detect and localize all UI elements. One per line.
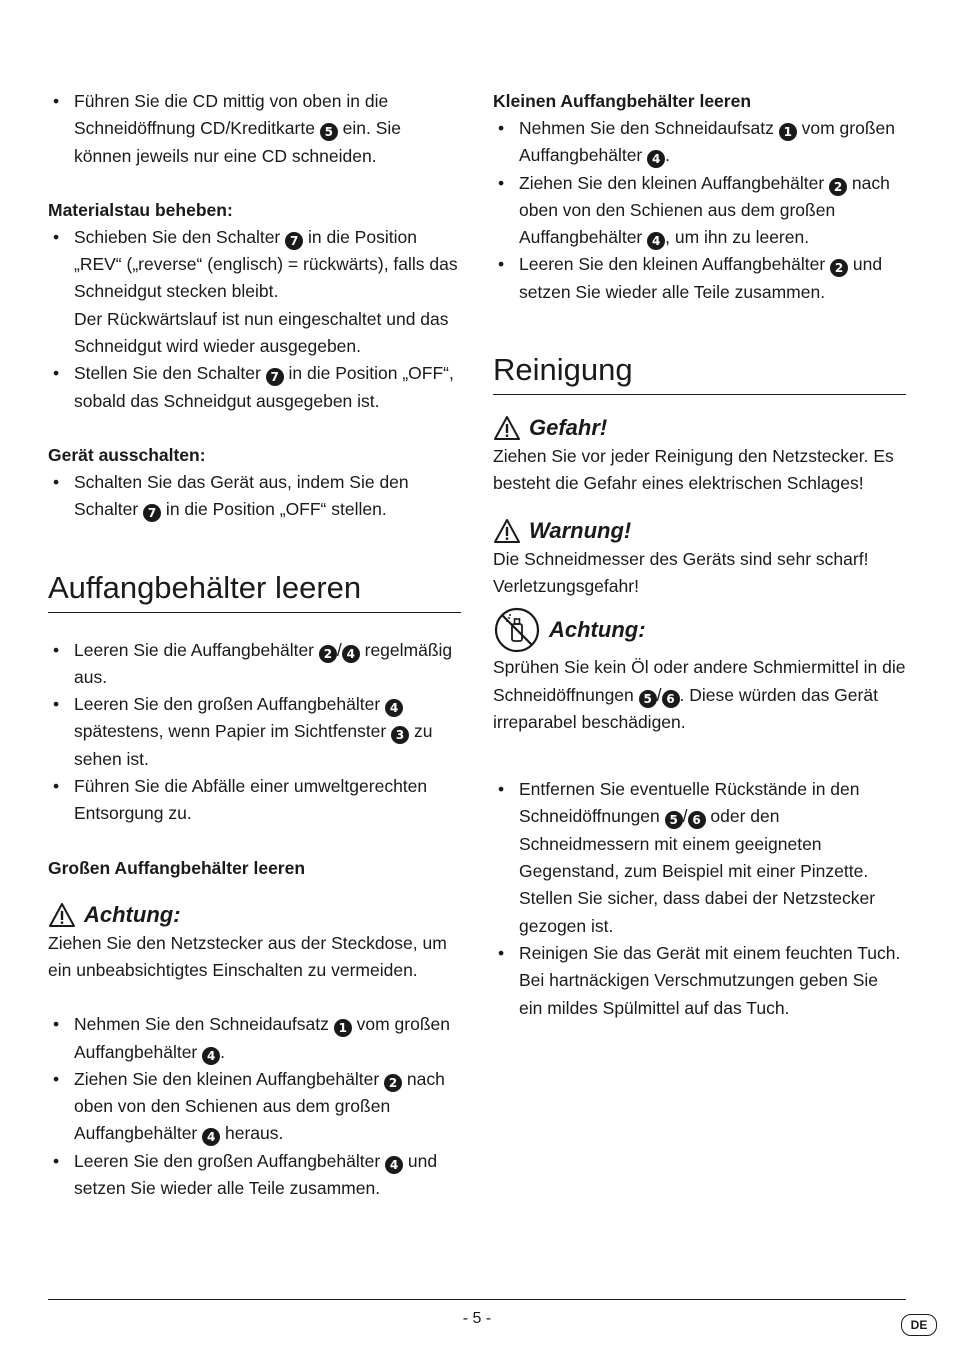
text-segment: / (656, 684, 662, 705)
text-segment: Schieben Sie den Schalter (74, 226, 286, 247)
text-segment: heraus. (220, 1123, 284, 1144)
warning-text: Ziehen Sie den Netzstecker aus der Steckdose, um ein unbeabsichtigtes Einschalten zu vermeiden. (48, 932, 447, 980)
text-segment: in die Position „REV“ („reverse“ (englisch) = rückwärts), falls das Schneidgut stecken bleibt. (74, 226, 458, 302)
text-segment: ein. Sie können jeweils nur eine CD schneiden. (74, 118, 402, 166)
part-number-badge: 7 (285, 232, 303, 250)
gefahr-text: Ziehen Sie vor jeder Reinigung den Netzstecker. Es besteht die Gefahr eines elektrischen Schlages! (493, 446, 894, 494)
part-number-badge: 4 (647, 232, 665, 250)
part-number-badge: 4 (202, 1047, 220, 1065)
text-segment: Führen Sie die CD mittig von oben in die Schneidöffnung CD/Kreditkarte (74, 91, 389, 139)
part-number-badge: 5 (665, 811, 683, 829)
list-item (48, 637, 461, 692)
grossen-bullets (48, 1011, 461, 1202)
list-item (493, 115, 906, 170)
part-number-badge: 3 (391, 726, 409, 744)
list-item (493, 170, 906, 252)
warning-triangle-icon (493, 518, 521, 544)
materialstau-bullets (48, 224, 461, 306)
left-column (48, 88, 461, 1202)
warning-triangle-icon (48, 902, 76, 928)
kleinen-heading: Kleinen Auffangbehälter leeren (493, 91, 752, 111)
auffang-bullets (48, 637, 461, 828)
ausschalten-bullets (48, 469, 461, 524)
text-segment: spätestens, wenn Papier im Sichtfenster (74, 721, 392, 742)
part-number-badge: 7 (143, 504, 161, 522)
materialstau-heading: Materialstau beheben: (48, 199, 233, 220)
section-title-auffangbehaelter: Auffangbehälter leeren (48, 568, 461, 613)
part-number-badge: 2 (829, 178, 847, 196)
text-segment: Sprühen Sie kein Öl oder andere Schmiermittel in die Schneidöffnungen (493, 657, 906, 705)
text-segment: . Diese würden das Gerät irreparabel beschädigen. (493, 684, 878, 732)
kleinen-bullets (493, 115, 906, 306)
text-segment: in die Position „OFF“, sobald das Schneidgut ausgegeben ist. (74, 363, 454, 411)
text-segment: / (682, 806, 688, 827)
achtung-warning-heading (493, 606, 906, 654)
text-segment: und setzen Sie wieder alle Teile zusammen. (74, 1150, 438, 1199)
warning-title: Warnung! (529, 517, 632, 543)
materialstau-bullets-2 (48, 360, 461, 415)
text-segment: Schalten Sie das Gerät aus, indem Sie den Schalter (74, 471, 409, 520)
part-number-badge: 2 (384, 1074, 402, 1092)
text-segment: Reinigen Sie das Gerät mit einem feuchten Tuch. Bei hartnäckigen Verschmutzungen geben Sie ein mildes Spülmittel auf das Tuch. (519, 942, 901, 1018)
part-number-badge: 4 (202, 1128, 220, 1146)
text-segment: Nehmen Sie den Schneidaufsatz (74, 1014, 334, 1035)
part-number-badge: 5 (639, 690, 657, 708)
text-segment: Leeren Sie die Auffangbehälter (74, 639, 319, 660)
part-number-badge: 6 (662, 690, 680, 708)
text-segment: . (220, 1041, 225, 1062)
reinigung-bullets (493, 776, 906, 1022)
section-title-reinigung: Reinigung (493, 350, 906, 395)
warning-title: Gefahr! (529, 415, 608, 441)
list-item (48, 773, 461, 828)
part-number-badge: 1 (779, 123, 797, 141)
text-segment: vom großen Auffangbehälter (74, 1014, 450, 1062)
footer-divider (48, 1299, 906, 1300)
warnung-text: Die Schneidmesser des Geräts sind sehr scharf! Verletzungsgefahr! (493, 548, 869, 596)
text-segment: und setzen Sie wieder alle Teile zusammen. (519, 254, 883, 302)
language-badge: DE (901, 1314, 937, 1336)
warning-triangle-icon (493, 415, 521, 441)
text-segment: regelmäßig aus. (74, 639, 453, 687)
part-number-badge: 2 (319, 645, 337, 663)
list-item (493, 251, 906, 306)
text-segment: oder den Schneidmessern mit einem geeigneten Gegenstand, zum Beispiel mit einer Pinzette. Stellen Sie sicher, dass dabei der Netzstecker gezogen ist. (519, 806, 876, 936)
list-item-text (74, 227, 458, 302)
gefahr-warning-heading (493, 413, 906, 443)
text-segment: nach oben von den Schienen aus dem großen Auffangbehälter (519, 172, 890, 248)
text-segment: Leeren Sie den großen Auffangbehälter (74, 1150, 386, 1171)
text-segment: , um ihn zu leeren. (665, 227, 810, 248)
list-item (48, 88, 461, 170)
part-number-badge: 4 (385, 699, 403, 717)
list-item-note: Der Rückwärtslauf ist nun eingeschaltet und das Schneidgut wird wieder ausgegeben. (74, 308, 449, 357)
achtung-warning-heading (48, 900, 461, 930)
list-item (48, 1011, 461, 1066)
warning-title: Achtung: (84, 901, 181, 927)
list-item (493, 940, 906, 1022)
grossen-heading: Großen Auffangbehälter leeren (48, 857, 306, 878)
text-segment: Leeren Sie den kleinen Auffangbehälter (519, 254, 831, 275)
part-number-badge: 4 (342, 645, 360, 663)
list-item (48, 224, 461, 306)
text-segment: . (665, 145, 670, 166)
list-item (48, 1148, 461, 1203)
part-number-badge: 7 (266, 368, 284, 386)
text-segment: in die Position „OFF“ stellen. (161, 499, 387, 520)
text-segment: Stellen Sie den Schalter (74, 363, 266, 384)
text-segment: Ziehen Sie den kleinen Auffangbehälter (519, 172, 830, 193)
achtung-text (493, 654, 906, 736)
text-segment: / (336, 639, 342, 660)
list-item (493, 776, 906, 940)
text-segment: vom großen Auffangbehälter (519, 118, 895, 166)
part-number-badge: 4 (647, 150, 665, 168)
intro-bullets (48, 88, 461, 170)
text-segment: Führen Sie die Abfälle einer umweltgerechten Entsorgung zu. (74, 776, 428, 824)
part-number-badge: 2 (830, 259, 848, 277)
part-number-badge: 6 (688, 811, 706, 829)
part-number-badge: 4 (385, 1156, 403, 1174)
list-item (48, 1066, 461, 1148)
text-segment: Entfernen Sie eventuelle Rückstände in den Schneidöffnungen (519, 779, 860, 827)
page-number: - 5 - (462, 1310, 492, 1327)
part-number-badge: 1 (334, 1019, 352, 1037)
list-item (48, 691, 461, 773)
part-number-badge: 5 (320, 123, 338, 141)
list-item (48, 360, 461, 415)
ausschalten-heading: Gerät ausschalten: (48, 444, 206, 465)
text-segment: nach oben von den Schienen aus dem großen Auffangbehälter (74, 1068, 445, 1144)
text-segment: zu sehen ist. (74, 721, 433, 769)
text-segment: Nehmen Sie den Schneidaufsatz (519, 118, 779, 138)
list-item (48, 469, 461, 524)
right-column (493, 88, 906, 1022)
no-spray-icon (493, 606, 541, 654)
text-segment: Leeren Sie den großen Auffangbehälter (74, 694, 386, 715)
warning-title: Achtung: (549, 617, 646, 643)
warnung-warning-heading (493, 516, 906, 546)
text-segment: Ziehen Sie den kleinen Auffangbehälter (74, 1068, 385, 1089)
